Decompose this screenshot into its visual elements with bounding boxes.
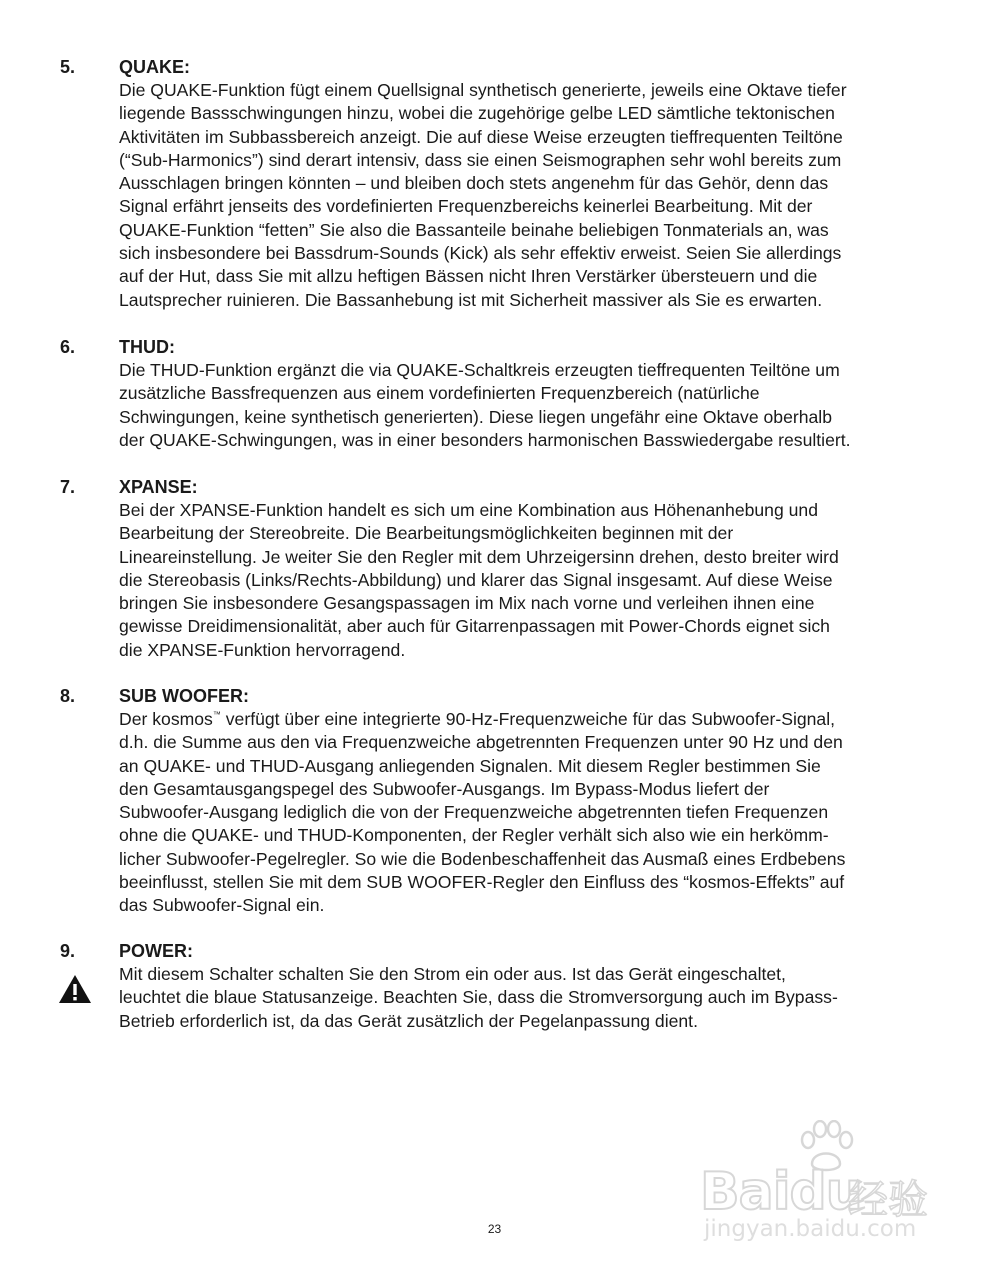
body-line: zusätzliche Bassfrequenzen aus einem vordefinierten Frequenzbereich (natürliche (119, 383, 760, 404)
body-line: an QUAKE- und THUD-Ausgang anliegenden Signalen. Mit diesem Regler bestimmen Sie (119, 755, 821, 776)
body-line: beeinflusst, stellen Sie mit dem SUB WOOFER-Regler den Einfluss des “kosmos-Effekts” auf (119, 872, 845, 893)
body-line-start: Der kosmos (119, 709, 213, 729)
body-line: die Stereobasis (Links/Rechts-Abbildung) und klarer das Signal insgesamt. Auf diese Weise (119, 569, 833, 590)
body-line: d.h. die Summe aus den via Frequenzweiche abgetrennten Frequenzen unter 90 Hz und den (119, 732, 843, 753)
section-body (119, 499, 939, 662)
section-number: 5. (60, 57, 76, 77)
body-line: der QUAKE-Schwingungen, was in einer besonders harmonischen Basswiedergabe resultiert. (119, 429, 851, 450)
body-line: Bei der XPANSE-Funktion handelt es sich um eine Kombination aus Höhenanhebung und (119, 500, 818, 520)
body-line: Die QUAKE-Funktion fügt einem Quellsignal synthetisch generierte, jeweils eine Oktave tiefer (119, 80, 847, 100)
section-heading: POWER: (119, 941, 193, 961)
body-line: gewisse Dreidimensionalität, aber auch für Gitarrenpassagen mit Power-Chords eignet sich (119, 616, 830, 637)
body-line: liegende Bassschwingungen hinzu, wobei die zugehörige gelbe LED sämtliche tektonischen (119, 103, 835, 124)
section-body (119, 79, 939, 312)
section-number: 7. (60, 477, 76, 497)
section-number: 6. (60, 337, 76, 357)
section-number: 8. (60, 686, 76, 706)
section-heading: THUD: (119, 337, 175, 357)
body-line: Betrieb erforderlich ist, da das Gerät zusätzlich der Pegelanpassung dient. (119, 1010, 698, 1031)
trademark-symbol: ™ (212, 710, 221, 719)
body-line: Lautsprecher ruinieren. Die Bassanhebung ist mit Sicherheit massiver als Sie es erwarten. (119, 289, 823, 310)
body-line: bringen Sie insbesondere Gesangspassagen im Mix nach vorne und verleihen ihnen eine (119, 593, 815, 614)
body-line: QUAKE-Funktion “fetten” Sie also die Bassanteile beinahe beliebigen Tonmaterials an, was (119, 219, 829, 240)
section-body (119, 708, 939, 918)
body-line: licher Subwoofer-Pegelregler. So wie die Bodenbeschaffenheit das Ausmaß eines Erdbebens (119, 848, 846, 869)
watermark-url: jingyan.baidu.com (704, 1216, 917, 1242)
body-line: Signal erfährt jenseits des vordefinierten Frequenzbereichs keinerlei Bearbeitung. Mit der (119, 196, 813, 217)
body-line: Die THUD-Funktion ergänzt die via QUAKE-Schaltkreis erzeugten tieffrequenten Teiltöne um (119, 360, 840, 380)
body-line: (“Sub-Harmonics”) sind derart intensiv, dass sie einen Seismographen sehr wohl bereits zum (119, 149, 842, 170)
body-line: das Subwoofer-Signal ein. (119, 895, 325, 916)
body-line: auf der Hut, dass Sie mit allzu heftigen Bässen nicht Ihren Verstärker übersteuern und die (119, 266, 818, 287)
body-line: ohne die QUAKE- und THUD-Komponenten, der Regler verhält sich also wie ein herkömm- (119, 825, 829, 846)
body-line-rest: verfügt über eine integrierte 90-Hz-Frequenzweiche für das Subwoofer-Signal, (220, 709, 836, 729)
body-line: Aktivitäten im Subbassbereich anzeigt. Die auf diese Weise erzeugten tieffrequenten Teiltöne (119, 126, 843, 147)
body-line: Lineareinstellung. Je weiter Sie den Regler mit dem Uhrzeigersinn drehen, desto breiter wird (119, 546, 839, 567)
section-heading: SUB WOOFER: (119, 686, 249, 706)
body-line (119, 708, 939, 731)
page-number: 23 (487, 1222, 502, 1236)
body-line: Subwoofer-Ausgang lediglich die von der Frequenzweiche abgetrennten tiefen Frequenzen (119, 802, 829, 823)
body-line: Ausschlagen bringen könnten – und bleiben doch stets angenehm für das Gehör, denn das (119, 173, 829, 194)
watermark-logo: Baidu (700, 1162, 862, 1222)
section-body (119, 359, 939, 452)
section-body (119, 963, 939, 1033)
warning-triangle-icon (58, 974, 92, 1004)
body-line: den Gesamtausgangspegel des Subwoofer-Ausgangs. Im Bypass-Modus liefert der (119, 778, 770, 799)
section-heading: QUAKE: (119, 57, 190, 77)
section-heading: XPANSE: (119, 477, 198, 497)
body-line: die XPANSE-Funktion hervorragend. (119, 639, 406, 660)
watermark-chinese: 经验 (848, 1177, 928, 1223)
body-line: sich insbesondere bei Bassdrum-Sounds (Kick) als sehr effektiv erweist. Seien Sie allerdings (119, 243, 842, 264)
section-number: 9. (60, 941, 76, 961)
body-line: Bearbeitung der Stereobreite. Die Bearbeitungsmöglichkeiten beginnen mit der (119, 523, 734, 544)
body-line: Schwingungen, keine synthetisch generierten). Diese liegen ungefähr eine Oktave oberhalb (119, 406, 833, 427)
body-line: leuchtet die blaue Statusanzeige. Beachten Sie, dass die Stromversorgung auch im Bypass- (119, 987, 838, 1008)
body-line: Mit diesem Schalter schalten Sie den Strom ein oder aus. Ist das Gerät eingeschaltet, (119, 964, 786, 984)
